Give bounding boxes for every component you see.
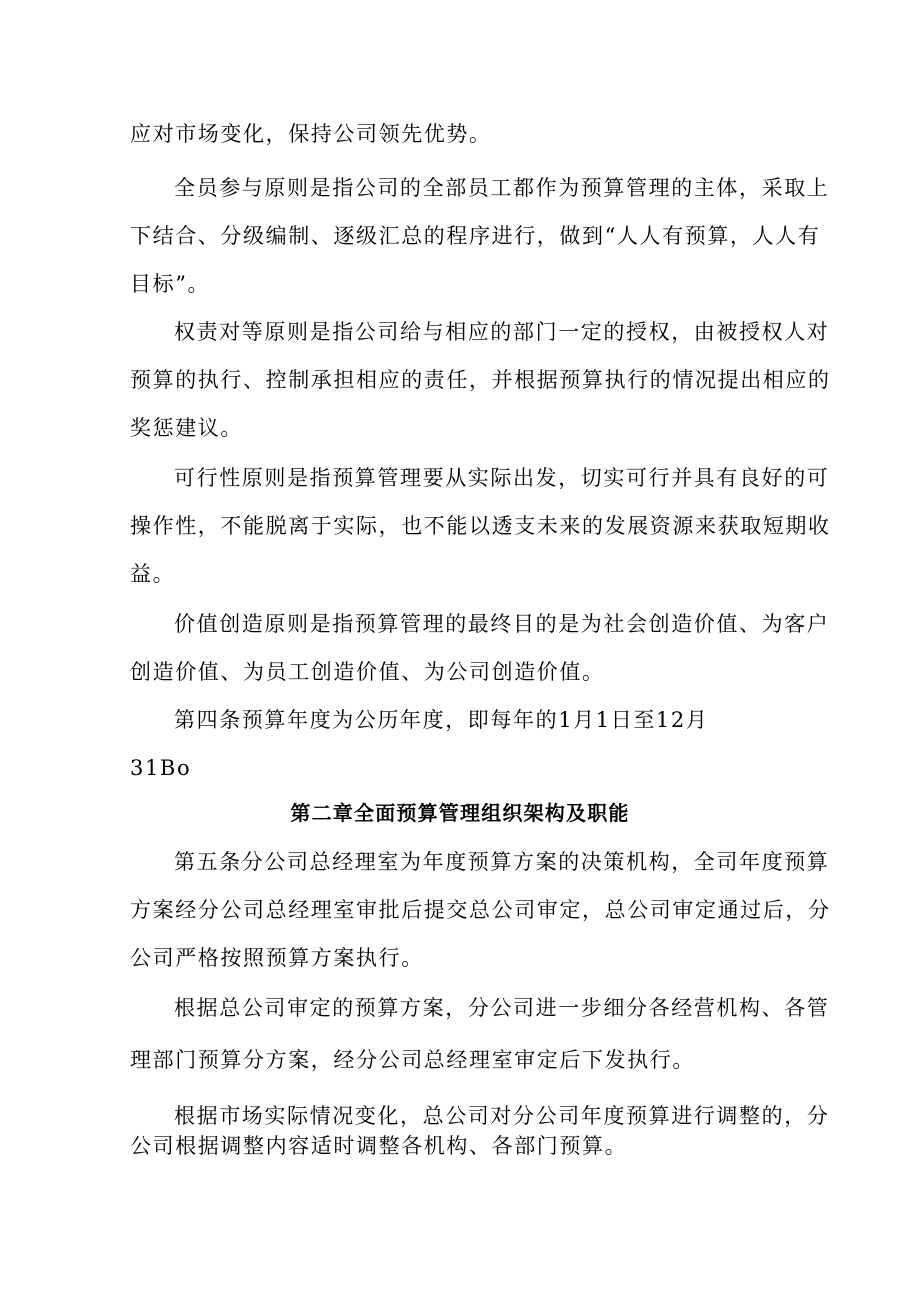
text-line: 预算的执行、控制承担相应的责任，并根据预算执行的情况提出相应的: [130, 368, 831, 392]
text-line: 目标”。: [130, 272, 211, 296]
text-line: 下结合、分级编制、逐级汇总的程序进行，做到“人人有预算，人人有: [130, 224, 821, 248]
text-line: 根据市场实际情况变化，总公司对分公司年度预算进行调整的，分: [174, 1104, 830, 1128]
text-line: 第四条预算年度为公历年度，即每年的1月1日至12月: [174, 708, 709, 732]
text-line: 公司严格按照预算方案执行。: [130, 946, 424, 970]
text-line: 创造价值、为员工创造价值、为公司创造价值。: [130, 660, 605, 684]
text-line: 操作性，不能脱离于实际，也不能以透支未来的发展资源来获取短期收: [130, 514, 831, 538]
text-line: 全员参与原则是指公司的全部员工都作为预算管理的主体，采取上: [174, 176, 830, 200]
chapter-heading: 第二章全面预算管理组织架构及职能: [290, 801, 630, 825]
text-line: 可行性原则是指预算管理要从实际出发，切实可行并具有良好的可: [174, 466, 830, 490]
text-line: 根据总公司审定的预算方案，分公司进一步细分各经营机构、各管: [174, 996, 830, 1020]
text-line: 应对市场变化，保持公司领先优势。: [130, 122, 492, 146]
text-line: 益。: [130, 562, 176, 586]
text-line: 方案经分公司总经理室审批后提交总公司审定，总公司审定通过后，分: [130, 898, 831, 922]
text-line: 31Bo: [130, 756, 192, 780]
text-line: 理部门预算分方案，经分公司总经理室审定后下发执行。: [130, 1048, 695, 1072]
text-line: 权责对等原则是指公司给与相应的部门一定的授权，由被授权人对: [174, 320, 830, 344]
text-line: 价值创造原则是指预算管理的最终目的是为社会创造价值、为客户: [174, 612, 830, 636]
text-line: 公司根据调整内容适时调整各机构、各部门预算。: [130, 1134, 628, 1158]
text-line: 奖惩建议。: [130, 416, 243, 440]
text-line: 第五条分公司总经理室为年度预算方案的决策机构，全司年度预算: [174, 850, 830, 874]
